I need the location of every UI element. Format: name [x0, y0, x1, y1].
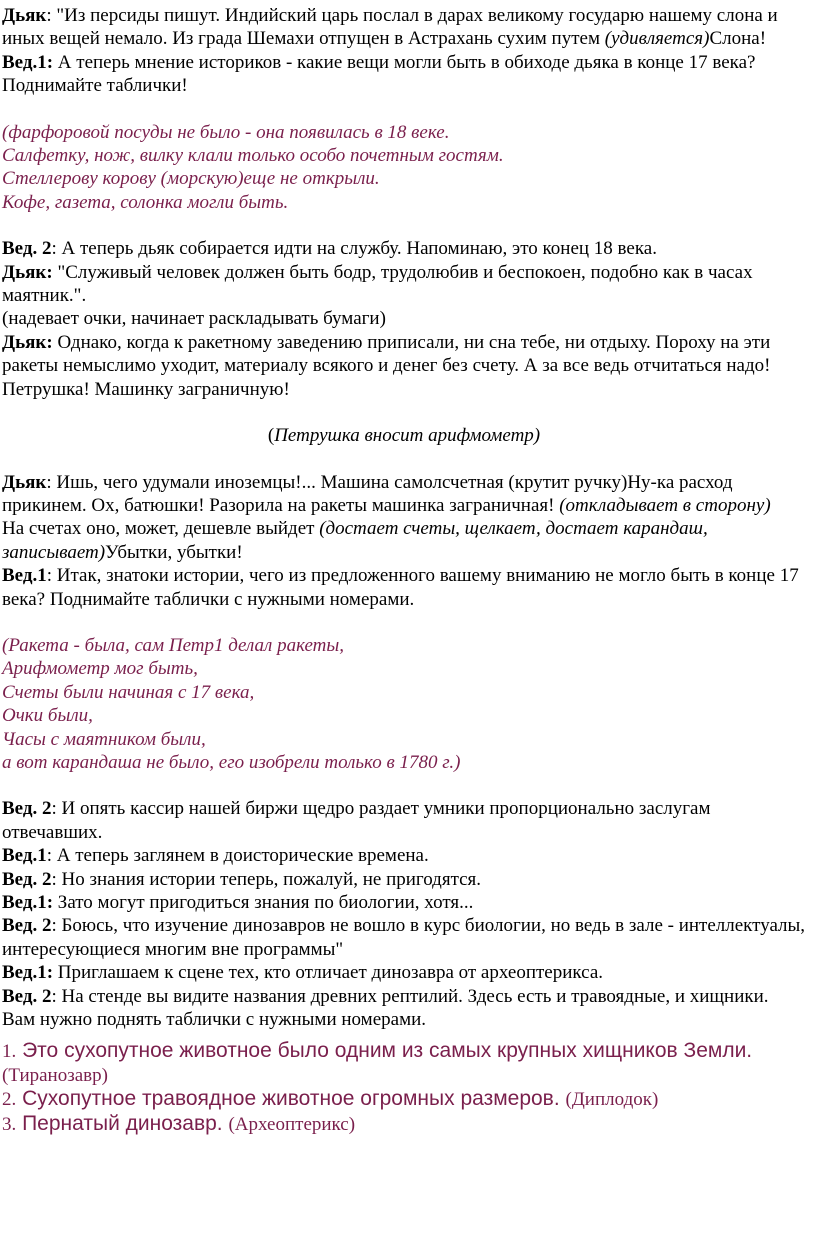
- speaker-name: Вед.1:: [2, 962, 54, 984]
- dialogue-line: [2, 844, 806, 867]
- dialogue-text: Зато могут пригодиться знания по биологии, хотя...: [57, 892, 474, 913]
- speaker-name: Вед. 2: [2, 868, 52, 890]
- stage-direction-inline: (достает счеты, щелкает, достает карандаш, записывает): [2, 518, 708, 563]
- question-line: [2, 1039, 806, 1087]
- dialogue-text: А теперь дьяк собирается идти на службу. Напоминаю, это конец 18 века.: [61, 238, 657, 260]
- question-answer: (Археоптерикс): [228, 1113, 356, 1135]
- dialogue-text: Убытки, убытки!: [105, 541, 243, 563]
- speaker-name: Вед. 2: [2, 985, 52, 1007]
- blank-line: [2, 774, 806, 797]
- answer-note-line: а вот карандаша не было, его изобрели только в 1780 г.): [2, 751, 461, 773]
- answer-note-line: Салфетку, нож, вилку клали только особо почетным гостям.: [2, 145, 504, 167]
- speaker-separator: :: [51, 915, 62, 937]
- dialogue-text: А теперь мнение историков - какие вещи могли быть в обиходе дьяка в конце 17 века? Поднимайте таблички!: [2, 51, 756, 97]
- speaker-name: Вед.1:: [2, 51, 54, 73]
- quiz-questions: [2, 1039, 806, 1136]
- dialogue-text: Итак, знатоки истории, чего из предложенного вашему вниманию не могло быть в конце 17 века? Поднимайте таблички с нужными номерами.: [2, 565, 799, 610]
- dialogue-line: [2, 471, 806, 518]
- blank-line: [2, 611, 806, 634]
- answer-note-line: Очки были,: [2, 705, 93, 727]
- stage-direction: (надевает очки, начинает раскладывать бумаги): [2, 308, 386, 330]
- speaker-separator: :: [51, 868, 62, 890]
- answer-note-line: (фарфоровой посуды не было - она появилась в 18 веке.: [2, 121, 450, 143]
- dialogue-text: Но знания истории теперь, пожалуй, не пригодятся.: [61, 868, 482, 890]
- speaker-separator: :: [51, 798, 62, 820]
- dialogue-line: [2, 868, 806, 891]
- speaker-separator: :: [46, 565, 57, 587]
- stage-direction-inline: (удивляется): [604, 28, 710, 50]
- dialogue-line: [2, 237, 806, 260]
- question-line: [2, 1112, 806, 1136]
- speaker-name: Вед.1:: [2, 892, 54, 913]
- dialogue-line: [2, 51, 806, 98]
- answer-note-line: Счеты были начиная с 17 века,: [2, 681, 255, 703]
- question-text: Сухопутное травоядное животное огромных размеров.: [16, 1087, 566, 1111]
- answer-note-line: Кофе, газета, солонка могли быть.: [2, 191, 289, 213]
- blank-line: [2, 98, 806, 121]
- dialogue-line: [2, 261, 806, 308]
- dialogue-text: А теперь заглянем в доисторические времена.: [56, 845, 429, 867]
- speaker-separator: :: [51, 985, 62, 1007]
- dialogue-line: [2, 961, 806, 984]
- answer-note-line: (Ракета - была, сам Петр1 делал ракеты,: [2, 634, 345, 656]
- speaker-name: Вед.1: [2, 845, 47, 867]
- speaker-name: Дьяк:: [2, 331, 53, 353]
- question-answer: (Диплодок): [565, 1089, 659, 1111]
- blank-line: [2, 448, 806, 471]
- question-line: [2, 1087, 806, 1111]
- dialogue-text: Приглашаем к сцене тех, кто отличает динозавра от археоптерикса.: [57, 962, 604, 984]
- speaker-name: Вед. 2: [2, 238, 52, 260]
- speaker-separator: :: [46, 5, 57, 26]
- speaker-separator: :: [51, 238, 62, 260]
- dialogue-text: Боюсь, что изучение динозавров не вошло в курс биологии, но ведь в зале - интеллектуалы, интересующиеся многим вне программы": [2, 915, 806, 960]
- stage-direction-centered: [2, 424, 806, 447]
- dialogue-line: [2, 797, 806, 844]
- speaker-name: Дьяк: [2, 471, 47, 493]
- answer-note-line: Часы с маятником были,: [2, 728, 206, 750]
- question-number: 2.: [2, 1089, 17, 1111]
- speaker-separator: :: [46, 845, 57, 867]
- question-text: Пернатый динозавр.: [16, 1111, 229, 1135]
- stage-direction-inline: (откладывает в сторону): [559, 494, 771, 516]
- speaker-name: Дьяк: [2, 5, 47, 26]
- speaker-name: Дьяк:: [2, 261, 53, 283]
- dialogue-text: Ишь, чего удумали иноземцы!... Машина самолсчетная (крутит ручку)Ну-ка расход прикинем. Ох, батюшки! Разорила на ракеты машинка заграничная!: [2, 471, 733, 516]
- dialogue-line: [2, 891, 806, 914]
- speaker-name: Вед. 2: [2, 915, 52, 937]
- stage-direction-text: Петрушка вносит арифмометр): [274, 425, 541, 447]
- question-number: 1.: [2, 1041, 17, 1063]
- dialogue-text: Однако, когда к ракетному заведению приписали, ни сна тебе, ни отдыху. Пороху на эти ракеты немыслимо уходит, материалу всякого и денег без счету. А за все ведь отчитаться надо! Петрушка! Машинку заграничную!: [2, 331, 771, 400]
- dialogue-text: Слона!: [709, 28, 767, 50]
- dialogue-line: [2, 914, 806, 961]
- blank-line: [2, 401, 806, 424]
- answer-note-line: Стеллерову корову (морскую)еще не открыли.: [2, 168, 380, 190]
- question-answer: (Тиранозавр): [2, 1064, 108, 1086]
- dialogue-line: [2, 517, 806, 564]
- dialogue-text: И опять кассир нашей биржи щедро раздает умники пропорционально заслугам отвечавших.: [2, 798, 711, 843]
- question-number: 3.: [2, 1113, 17, 1135]
- dialogue-text: "Из персиды пишут. Индийский царь послал в дарах великому государю нашему слона и иных вещей немало. Из града Шемахи отпущен в Астрахань сухим путем: [2, 5, 778, 50]
- speaker-name: Вед.1: [2, 565, 47, 587]
- question-text: Это сухопутное животное было одним из самых крупных хищников Земли.: [16, 1039, 753, 1063]
- paren-open: (: [267, 425, 275, 447]
- dialogue-line: [2, 4, 806, 51]
- blank-line: [2, 214, 806, 237]
- dialogue-line: [2, 564, 806, 611]
- dialogue-text: На счетах оно, может, дешевле выйдет: [2, 518, 320, 540]
- speaker-separator: :: [46, 471, 57, 493]
- dialogue-line: [2, 985, 806, 1032]
- script-text: [2, 4, 806, 1031]
- dialogue-text: На стенде вы видите названия древних рептилий. Здесь есть и травоядные, и хищники. Вам нужно поднять таблички с нужными номерами.: [2, 985, 769, 1031]
- dialogue-text: "Служивый человек должен быть бодр, трудолюбив и беспокоен, подобно как в часах маятник.".: [2, 261, 753, 307]
- answer-note-line: Арифмометр мог быть,: [2, 658, 198, 680]
- speaker-name: Вед. 2: [2, 798, 52, 820]
- dialogue-line: [2, 331, 806, 401]
